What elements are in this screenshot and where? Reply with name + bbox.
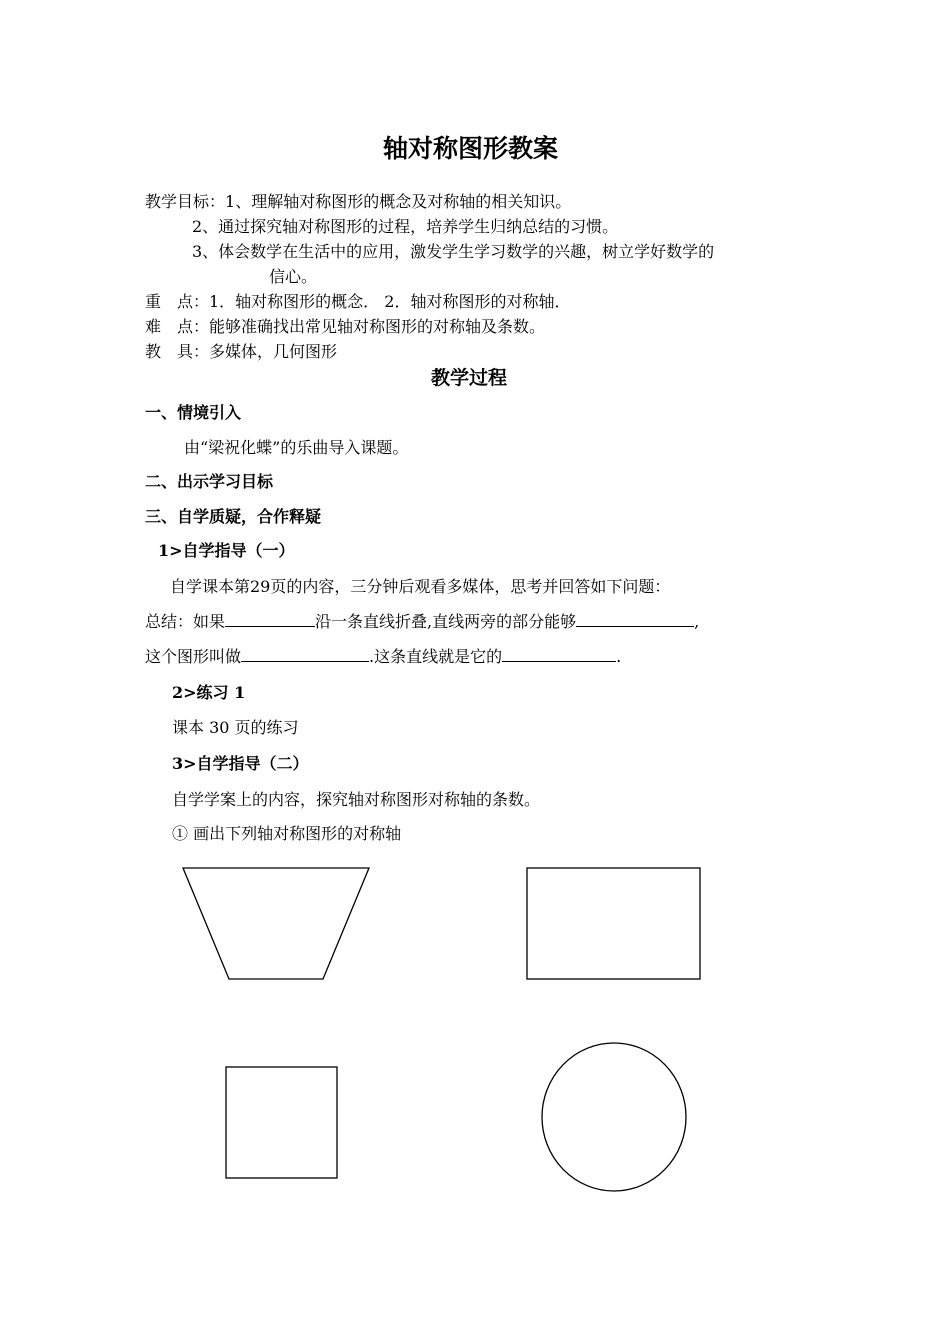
objective-3: 3、体会数学在生活中的应用，激发学生学习数学的兴趣，树立学好数学的 — [192, 242, 715, 261]
process-title: 教学过程 — [431, 367, 508, 389]
document-title: 轴对称图形教案 — [383, 134, 559, 163]
difficulties: 难 点：能够准确找出常见轴对称图形的对称轴及条数。 — [145, 317, 546, 336]
summary-text-f: . — [616, 647, 622, 666]
summary-text-c: , — [694, 612, 700, 631]
objective-3-continued: 信心。 — [269, 267, 318, 286]
key-points: 重 点：1．轴对称图形的概念． 2．轴对称图形的对称轴． — [145, 292, 571, 311]
guide-1-text: 自学课本第29页的内容，三分钟后观看多媒体，思考并回答如下问题： — [170, 577, 671, 596]
section-1-heading: 一、情境引入 — [145, 403, 242, 422]
summary-text-b: 沿一条直线折叠,直线两旁的部分能够 — [315, 612, 577, 631]
practice-1-heading: 2>练习 1 — [172, 683, 246, 702]
section-2-heading: 二、出示学习目标 — [145, 472, 274, 491]
guide-2-heading: 3>自学指导（二） — [172, 754, 309, 773]
rectangle-figure[interactable] — [527, 868, 700, 979]
objective-2: 2、通过探究轴对称图形的过程，培养学生归纳总结的习惯。 — [192, 217, 619, 236]
practice-1-text: 课本 30 页的练习 — [172, 718, 299, 737]
guide-1-heading: 1>自学指导（一） — [158, 541, 295, 560]
guide-2-task: ① 画出下列轴对称图形的对称轴 — [172, 824, 402, 843]
objectives-label: 教学目标： — [145, 192, 226, 211]
section-1-text: 由“梁祝化蝶”的乐曲导入课题。 — [184, 438, 409, 457]
summary-text-e: .这条直线就是它的 — [369, 647, 503, 666]
summary-text-d: 这个图形叫做 — [145, 647, 242, 666]
teaching-tools: 教 具：多媒体，几何图形 — [145, 342, 338, 361]
square-figure[interactable] — [226, 1067, 337, 1178]
trapezoid-figure[interactable] — [183, 868, 369, 979]
guide-2-text: 自学学案上的内容，探究轴对称图形对称轴的条数。 — [172, 790, 541, 809]
objective-1: 1、理解轴对称图形的概念及对称轴的相关知识。 — [225, 192, 572, 211]
summary-text-a: 总结：如果 — [145, 612, 226, 631]
section-3-heading: 三、自学质疑，合作释疑 — [145, 507, 322, 526]
circle-figure[interactable] — [542, 1043, 686, 1191]
